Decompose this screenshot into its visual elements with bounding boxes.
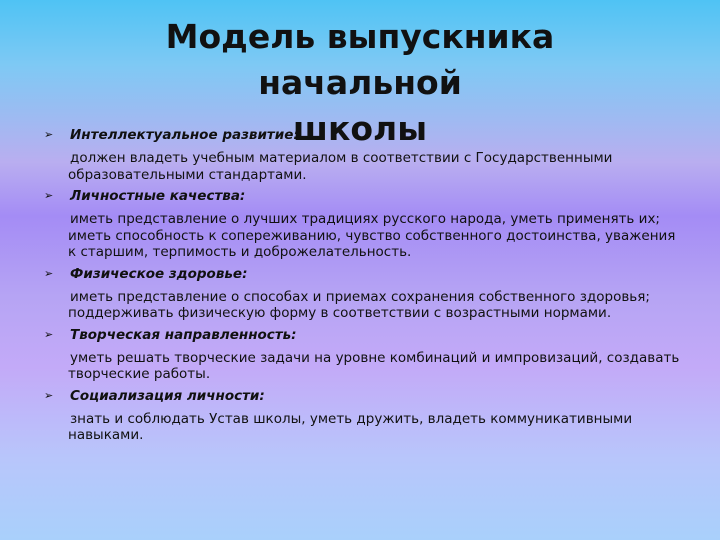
item-description: иметь представление о способах и приемах сохранения собственного здоровья; поддерживать физическую форму в соответствии с возрастными нормами. [68,288,650,321]
item-heading: Физическое здоровье: [70,265,248,282]
arrow-bullet-icon: ➢ [44,388,54,402]
item-description: знать и соблюдать Устав школы, уметь дружить, владеть коммуникативными навыками. [68,410,633,443]
item-description: уметь решать творческие задачи на уровне комбинаций и импровизаций, создавать творческие работы. [68,349,680,382]
title-line-2: школы [292,109,428,148]
list-item [44,126,684,183]
list-item [44,387,684,444]
bullet-list [44,126,684,448]
arrow-bullet-icon: ➢ [44,189,54,202]
item-description: иметь представление о лучших традициях русского народа, уметь применять их; иметь способность к сопереживанию, чувство собственного достоинства, уважения к старшим, терпимость и доброжелательность. [68,211,676,260]
item-description: должен владеть учебным материалом в соответствии с Государственными образовательными стандартами. [68,150,613,183]
item-heading: Интеллектуальное развитие: [70,127,299,143]
title-line-1: Модель выпускника начальной [165,17,555,102]
item-heading: Социализация личности: [70,387,265,404]
item-heading: Личностные качества: [70,188,246,204]
list-item [44,326,684,383]
arrow-bullet-icon: ➢ [44,266,54,280]
item-heading: Творческая направленность: [70,326,297,343]
arrow-bullet-icon: ➢ [44,128,54,141]
arrow-bullet-icon: ➢ [44,327,54,341]
list-item [44,265,684,322]
list-item [44,187,684,261]
